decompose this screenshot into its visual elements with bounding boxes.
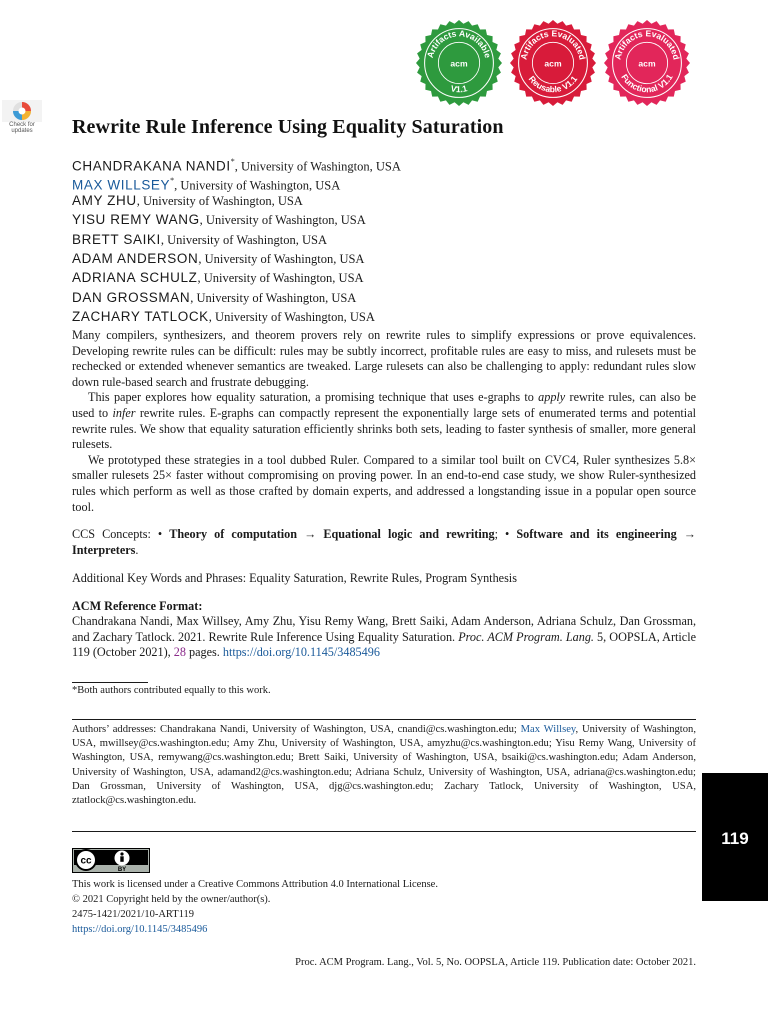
author-name: DAN GROSSMAN <box>72 289 191 305</box>
license-doi-link[interactable]: https://doi.org/10.1145/3485496 <box>72 924 208 935</box>
addresses-divider <box>72 719 696 720</box>
author-name: ZACHARY TATLOCK <box>72 309 209 325</box>
check-for-updates-label: Check for updates <box>9 122 35 134</box>
author-entry <box>72 249 401 268</box>
author-name: AMY ZHU <box>72 192 137 208</box>
ccs-concept-2: Software and its engineering → Interpreters <box>72 527 696 557</box>
author-entry <box>72 230 401 249</box>
author-addresses <box>72 723 696 808</box>
author-affiliation: , University of Washington, USA <box>160 232 327 247</box>
author-entry <box>72 307 401 326</box>
article-number: 119 <box>721 829 749 848</box>
reference-text: pages. <box>185 645 223 660</box>
abstract-paragraph-2 <box>72 390 696 452</box>
author-link[interactable]: Max Willsey <box>520 724 576 735</box>
abstract-text: This paper explores how equality saturation, a promising technique that uses e-graphs to <box>88 390 539 405</box>
page-footer: Proc. ACM Program. Lang., Vol. 5, No. OOPSLA, Article 119. Publication date: October 2021. <box>295 957 696 968</box>
doi-link[interactable]: https://doi.org/10.1145/3485496 <box>222 645 380 660</box>
author-affiliation: , University of Washington, USA <box>199 213 366 228</box>
cc-by-label: BY <box>117 867 127 873</box>
paper-title: Rewrite Rule Inference Using Equality Saturation <box>72 116 504 138</box>
badge-top-text: Artifacts Available <box>424 28 494 59</box>
abstract-paragraph-3: We prototyped these strategies in a tool dubbed Ruler. Compared to a similar tool built on CVC4, Ruler synthesizes 5.8× smaller rulesets 25× faster without compromising on proving power. In an end-to-end case study, we show Ruler-synthesized rules which perform as well as those crafted by domain experts, and addressed a longstanding issue in a popular open source tool. <box>72 452 696 514</box>
author-entry <box>72 152 401 174</box>
footnote-divider <box>72 682 148 683</box>
equal-contribution-mark: * <box>170 176 175 186</box>
author-entry <box>72 171 401 193</box>
page-count-link[interactable]: 28 <box>173 645 186 660</box>
license-divider <box>72 831 696 832</box>
author-affiliation: , University of Washington, USA <box>174 178 341 193</box>
ccs-end: . <box>135 542 139 557</box>
abstract <box>72 328 696 515</box>
article-number-tab <box>702 773 768 901</box>
author-name: ADRIANA SCHULZ <box>72 270 198 286</box>
author-name: ADAM ANDERSON <box>72 250 199 266</box>
reference-venue: Proc. ACM Program. Lang. <box>458 629 594 644</box>
author-affiliation: , University of Washington, USA <box>198 251 365 266</box>
footnote: *Both authors contributed equally to this work. <box>72 685 271 696</box>
abstract-text: rewrite rules, can also be used to <box>72 390 696 420</box>
acm-logo-text: acm <box>638 58 656 69</box>
check-for-updates-icon[interactable] <box>2 100 42 140</box>
badge-top-text: Artifacts Evaluated <box>518 28 588 61</box>
author-affiliation: , University of Washington, USA <box>234 159 401 174</box>
emphasis-infer: infer <box>112 405 136 420</box>
author-entry <box>72 288 401 307</box>
abstract-paragraph-1: Many compilers, synthesizers, and theorem provers rely on rewrite rules to simplify expressions or prove equivalences. Developing rewrite rules can be difficult: rules may be subtly incorrect, profitable rules are easy to miss, and rulesets must be rechecked or extended whenever semantics are tweaked. Large rulesets can also be challenging to apply: redundant rules slow down rule-based search and frustrate debugging. <box>72 328 696 389</box>
addresses-text: , University of Washington, USA, mwillsey@cs.washington.edu; Amy Zhu, University of Washington, USA, amyzhu@cs.washington.edu; Yisu Remy Wang, University of Washington, USA, remywang@cs.washington.edu; Brett Saiki, University of Washington, USA, bsaiki@cs.washington.edu; Adam Anderson, University of Washington, USA, adamand2@cs.washington.edu; Adriana Schulz, University of Washington, USA, adriana@cs.washington.edu; Dan Grossman, University of Washington, USA, djg@cs.washington.edu; Zachary Tatlock, University of Washington, USA, ztatlock@cs.washington.edu. <box>72 724 696 807</box>
issn-line: 2475-1421/2021/10-ART119 <box>72 909 195 920</box>
author-entry <box>72 210 401 229</box>
author-entry <box>72 191 401 210</box>
ccs-separator: ; • <box>494 527 517 541</box>
author-affiliation: , University of Washington, USA <box>190 290 357 305</box>
emphasis-apply: apply <box>538 390 566 405</box>
license-statement: This work is licensed under a Creative Commons Attribution 4.0 International License. <box>72 879 438 890</box>
artifacts-reusable-badge <box>510 20 596 106</box>
cc-by-license-icon[interactable] <box>72 848 150 873</box>
addresses-text: Authors’ addresses: Chandrakana Nandi, University of Washington, USA, cnandi@cs.washington.edu; <box>72 724 521 735</box>
reference-format-heading: ACM Reference Format: <box>72 599 203 613</box>
ccs-label: CCS Concepts: • <box>72 527 170 541</box>
acm-logo-text: acm <box>544 58 562 69</box>
abstract-text: rewrite rules. E-graphs can compactly represent the exponentially large sets of enumerated terms and potential rewrite rules. We show that equality saturation efficiently shrinks both sets, leading to faster synthesis of smaller, more general rulesets. <box>72 405 696 452</box>
badge-top-text: Artifacts Evaluated <box>612 28 682 61</box>
author-list <box>72 152 401 327</box>
reference-text: 5, OOPSLA, Article 119 (October 2021), <box>72 629 696 660</box>
ccs-concept-1: Theory of computation → Equational logic and rewriting <box>169 527 495 541</box>
author-name: CHANDRAKANA NANDI <box>72 158 231 174</box>
author-name: BRETT SAIKI <box>72 231 161 247</box>
acm-logo-text: acm <box>450 58 468 69</box>
ccs-concepts <box>72 527 696 558</box>
badge-bottom-text: Reusable V1.1 <box>526 73 580 95</box>
copyright-line: © 2021 Copyright held by the owner/author(s). <box>72 894 271 905</box>
equal-contribution-mark: * <box>230 157 235 166</box>
badge-bottom-text: V1.1 <box>449 83 469 95</box>
badge-bottom-text: Functional V1.1 <box>619 72 675 95</box>
svg-text:cc: cc <box>80 855 92 867</box>
artifacts-functional-badge <box>604 20 690 106</box>
keywords: Additional Key Words and Phrases: Equality Saturation, Rewrite Rules, Program Synthesis <box>72 571 517 585</box>
artifacts-available-badge <box>416 20 502 106</box>
license-block <box>72 877 438 937</box>
author-affiliation: , University of Washington, USA <box>208 310 375 325</box>
author-entry <box>72 268 401 287</box>
author-affiliation: , University of Washington, USA <box>136 193 303 208</box>
author-name-link[interactable]: MAX WILLSEY <box>72 177 171 193</box>
author-affiliation: , University of Washington, USA <box>197 271 364 286</box>
author-name: YISU REMY WANG <box>72 212 200 228</box>
reference-text: Chandrakana Nandi, Max Willsey, Amy Zhu, Yisu Remy Wang, Brett Saiki, Adam Anderson, Adriana Schulz, Dan Grossman, and Zachary Tatlock. 2021. Rewrite Rule Inference Using Equality Saturation. <box>72 614 696 644</box>
reference-format <box>72 614 696 661</box>
